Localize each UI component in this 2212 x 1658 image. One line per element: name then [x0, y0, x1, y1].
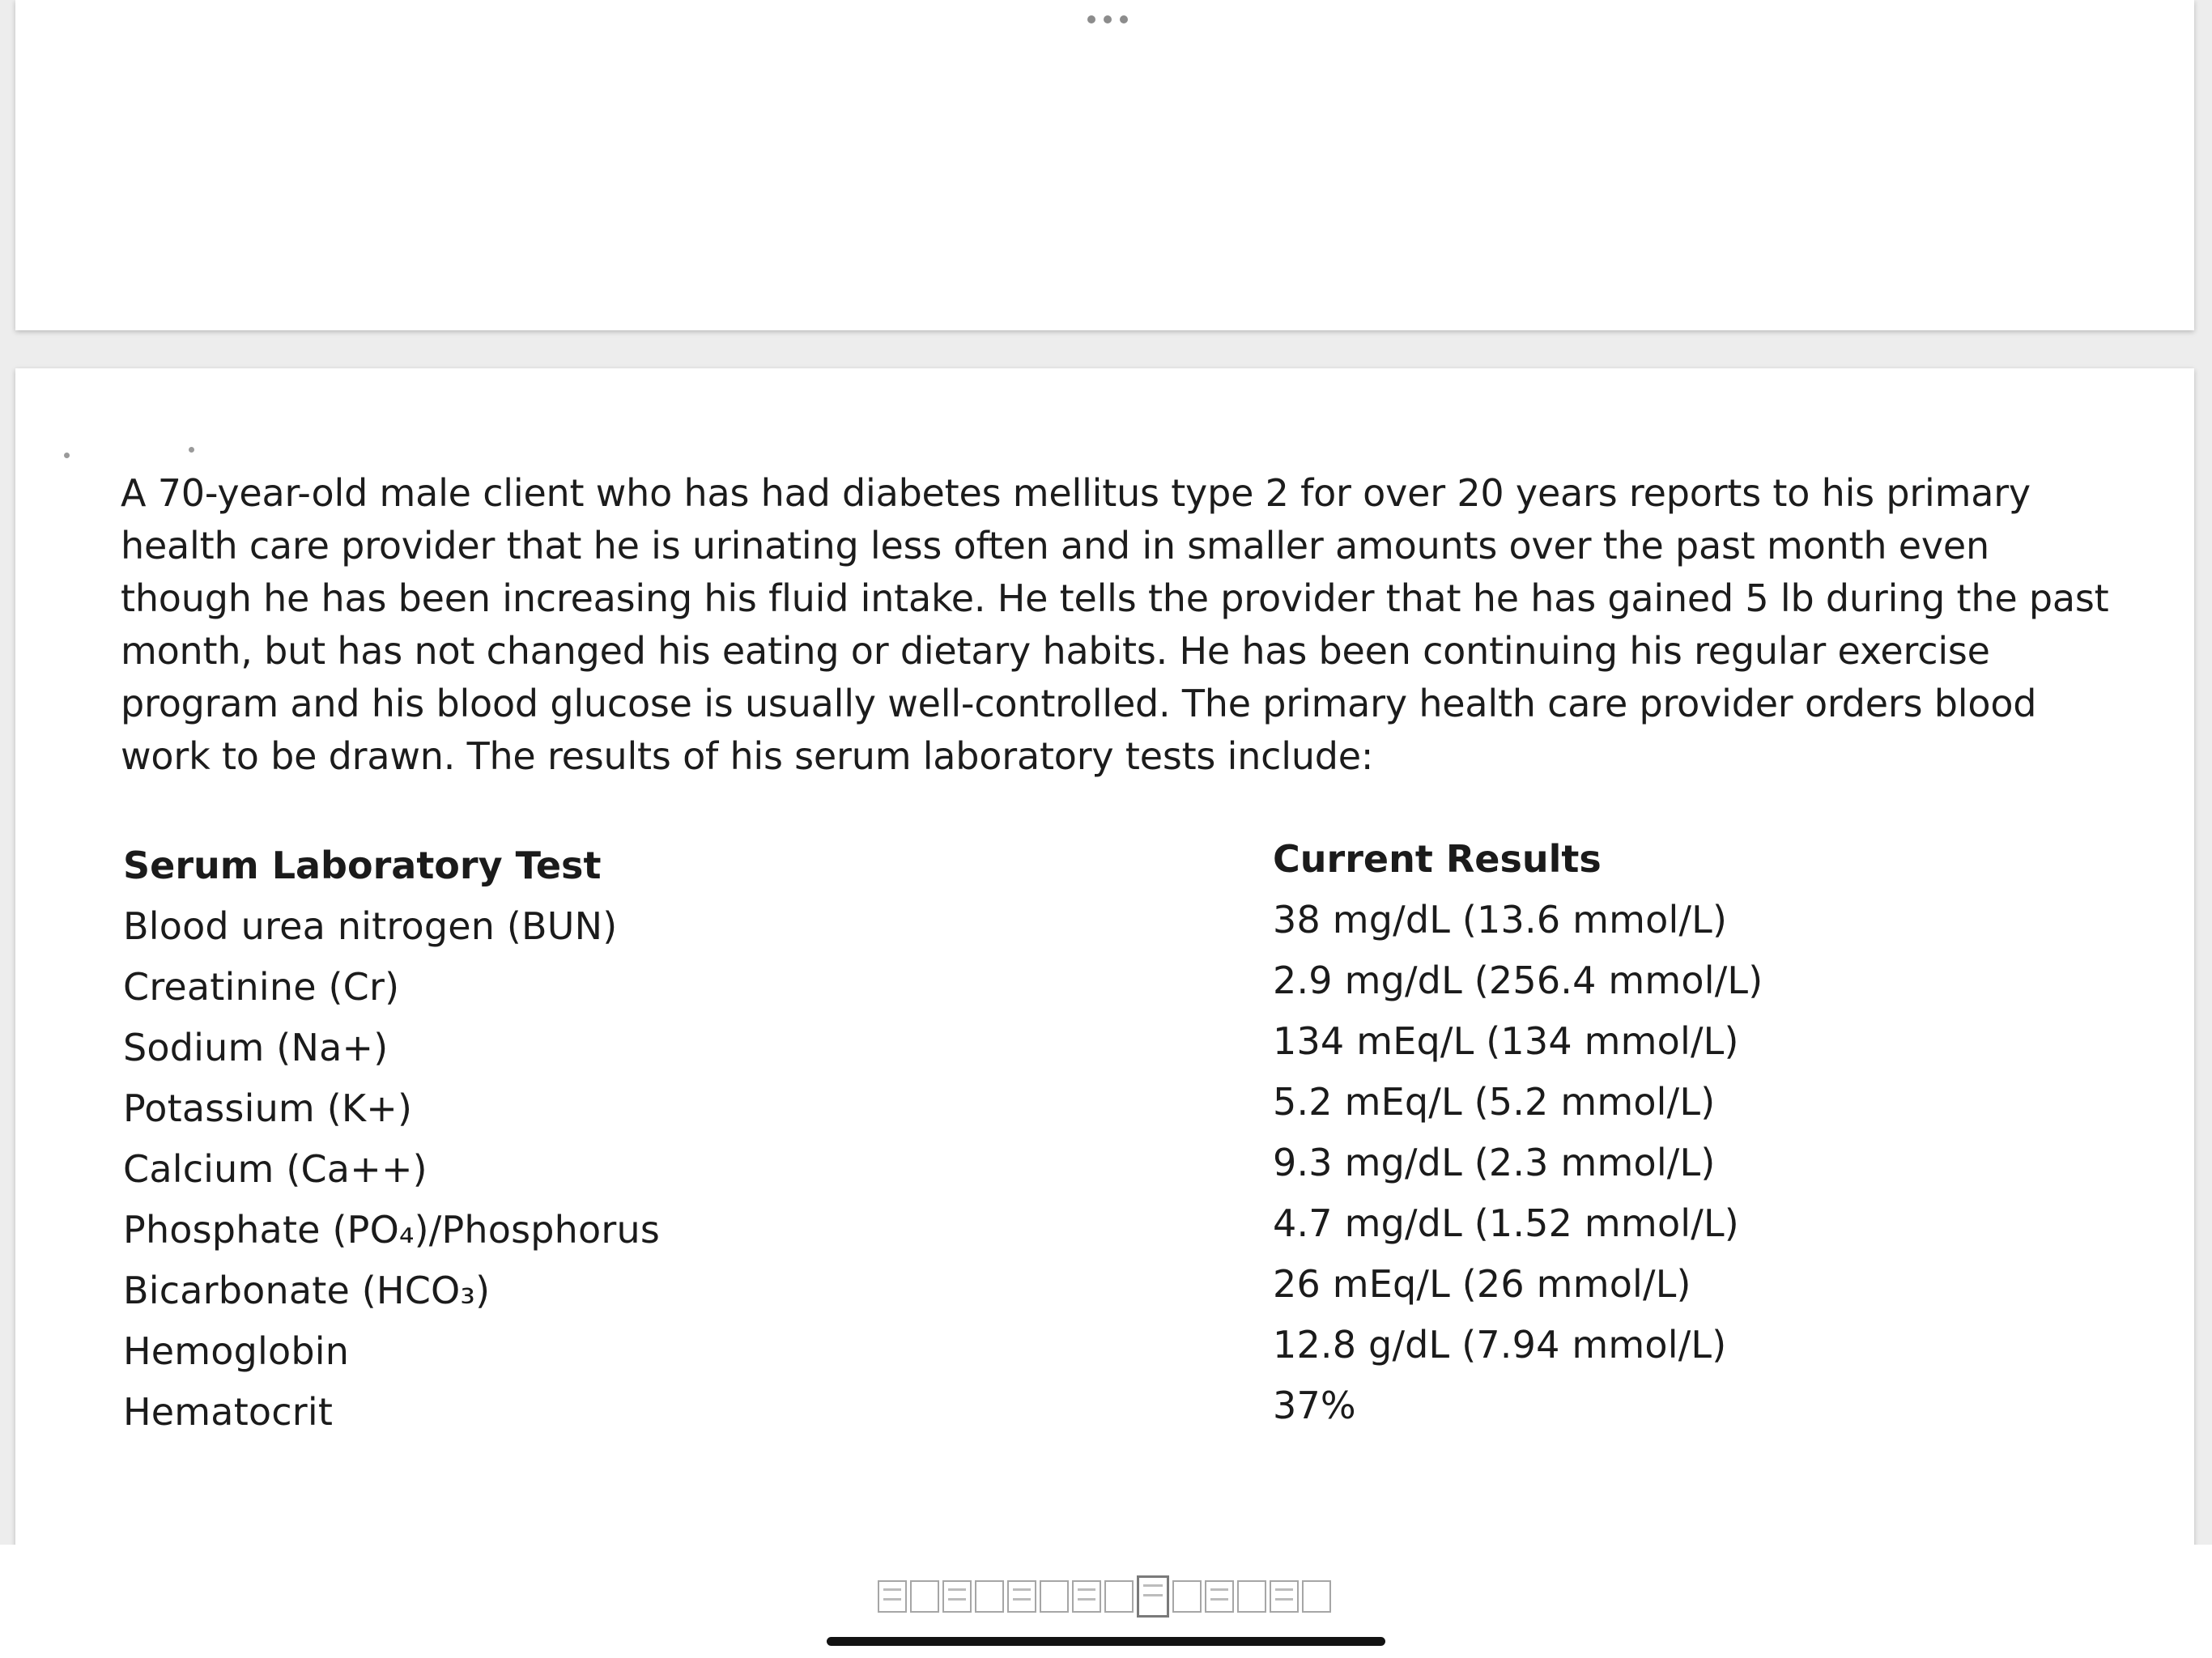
- page-thumbnail[interactable]: [1302, 1580, 1331, 1613]
- page-thumbnail[interactable]: [1040, 1580, 1069, 1613]
- lab-test-result: 38 mg/dL (13.6 mmol/L): [1273, 897, 1728, 942]
- table-row: [123, 1017, 2066, 1078]
- table-row: [123, 1138, 2066, 1199]
- page-thumbnail[interactable]: [910, 1580, 939, 1613]
- lab-test-result: 9.3 mg/dL (2.3 mmol/L): [1273, 1140, 1716, 1184]
- page-thumbnail[interactable]: [1172, 1580, 1202, 1613]
- bottom-bar: [0, 1545, 2212, 1658]
- lab-test-result: 12.8 g/dL (7.94 mmol/L): [1273, 1322, 1727, 1367]
- home-indicator[interactable]: [827, 1637, 1385, 1646]
- table-row: [123, 1381, 2066, 1442]
- page-thumbnail[interactable]: [1237, 1580, 1266, 1613]
- page-thumbnail[interactable]: [1104, 1580, 1134, 1613]
- lab-test-result: 134 mEq/L (134 mmol/L): [1273, 1018, 1739, 1063]
- previous-page: [15, 0, 2194, 330]
- more-dot: [1087, 15, 1095, 23]
- lab-test-name: Blood urea nitrogen (BUN): [123, 903, 618, 948]
- table-row: [123, 1199, 2066, 1260]
- lab-test-name: Creatinine (Cr): [123, 964, 400, 1009]
- lab-test-name: Bicarbonate (HCO₃): [123, 1268, 491, 1312]
- lab-test-name: Sodium (Na+): [123, 1025, 389, 1069]
- more-dot: [1120, 15, 1128, 23]
- page-thumbnail[interactable]: [1072, 1580, 1101, 1613]
- column-header-test: Serum Laboratory Test: [123, 843, 602, 887]
- page-thumbnail[interactable]: [1205, 1580, 1234, 1613]
- lab-test-result: 26 mEq/L (26 mmol/L): [1273, 1261, 1691, 1306]
- scan-speck: [189, 447, 194, 453]
- page-thumbnail[interactable]: [878, 1580, 907, 1613]
- more-dot: [1104, 15, 1112, 23]
- column-header-result: Current Results: [1273, 836, 1602, 881]
- table-row: [123, 1078, 2066, 1138]
- lab-test-name: Phosphate (PO₄)/Phosphorus: [123, 1207, 661, 1252]
- page-thumbnail[interactable]: [1270, 1580, 1299, 1613]
- case-description: A 70-year-old male client who has had diabetes mellitus type 2 for over 20 years reports to his primary health care provider that he is urinating less often and in smaller amounts over the past month even though he has been increasing his fluid intake. He tells the provider that he has gained 5 lb during the past month, but has not changed his eating or dietary habits. He has been continuing his regular exercise program and his blood glucose is usually well-controlled. The primary health care provider orders blood work to be drawn. The results of his serum laboratory tests include:: [121, 471, 2109, 778]
- table-row: [123, 956, 2066, 1017]
- page-thumbnail[interactable]: [1007, 1580, 1036, 1613]
- page-thumbnail-current[interactable]: [1137, 1575, 1169, 1618]
- lab-test-name: Potassium (K+): [123, 1086, 413, 1130]
- lab-results-table: [123, 835, 2066, 1442]
- more-options-icon[interactable]: [1087, 11, 1128, 28]
- lab-test-result: 2.9 mg/dL (256.4 mmol/L): [1273, 958, 1763, 1002]
- lab-test-result: 5.2 mEq/L (5.2 mmol/L): [1273, 1079, 1716, 1124]
- page-thumbnail-strip[interactable]: [878, 1579, 1331, 1614]
- scan-speck: [64, 453, 70, 458]
- table-row: [123, 1320, 2066, 1381]
- lab-test-result: 37%: [1273, 1383, 1356, 1427]
- page-thumbnail[interactable]: [975, 1580, 1004, 1613]
- table-row: [123, 895, 2066, 956]
- table-row: [123, 1260, 2066, 1320]
- lab-test-name: Hematocrit: [123, 1389, 334, 1434]
- lab-test-name: Hemoglobin: [123, 1329, 350, 1373]
- lab-test-result: 4.7 mg/dL (1.52 mmol/L): [1273, 1201, 1739, 1245]
- document-page: [15, 368, 2194, 1550]
- table-header-row: [123, 835, 2066, 895]
- lab-test-name: Calcium (Ca++): [123, 1146, 428, 1191]
- page-thumbnail[interactable]: [942, 1580, 972, 1613]
